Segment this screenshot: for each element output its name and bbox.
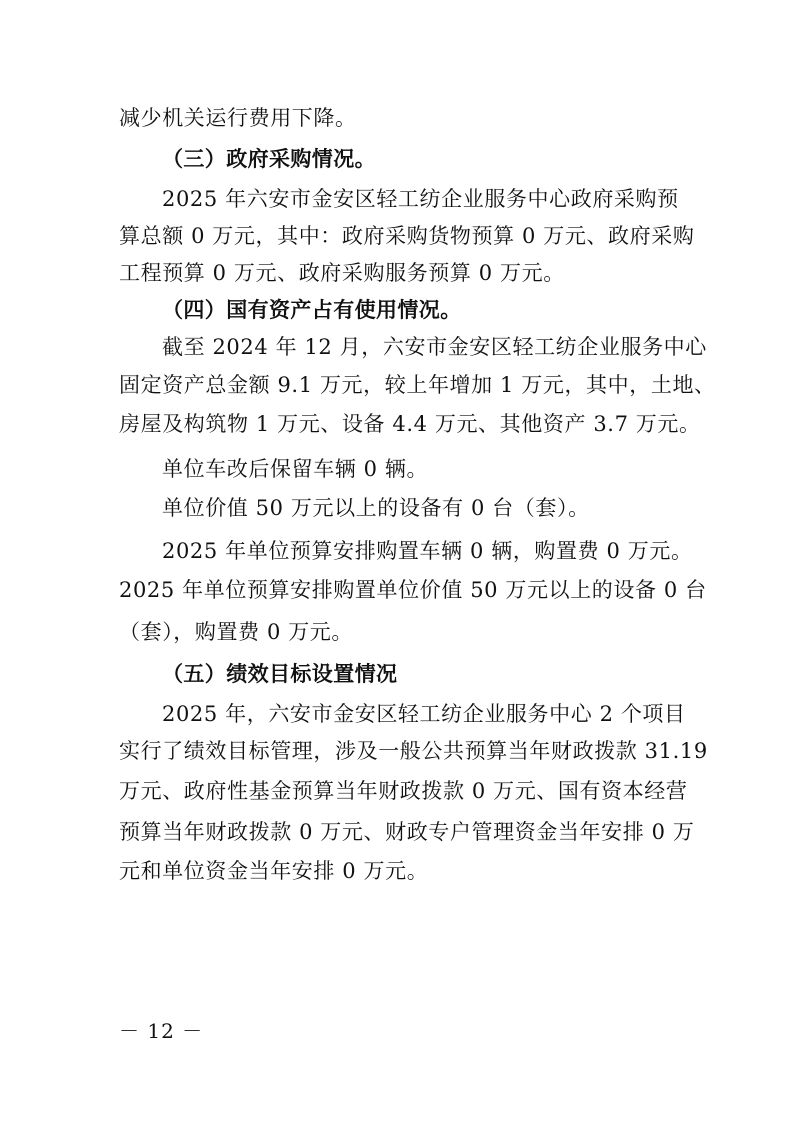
- paragraph-line: 2025 年单位预算安排购置车辆 0 辆，购置费 0 万元。: [162, 539, 693, 563]
- paragraph-line: （套），购置费 0 万元。: [119, 620, 354, 644]
- paragraph-line: 实行了绩效目标管理，涉及一般公共预算当年财政拨款 31.19: [119, 739, 708, 763]
- paragraph-line: 单位车改后保留车辆 0 辆。: [162, 457, 429, 481]
- paragraph-line: 截至 2024 年 12 月，六安市金安区轻工纺企业服务中心: [162, 335, 707, 359]
- paragraph-line: 固定资产总金额 9.1 万元，较上年增加 1 万元，其中，土地、: [119, 373, 716, 397]
- section-heading-performance: （五）绩效目标设置情况: [162, 662, 398, 686]
- section-heading-procurement: （三）政府采购情况。: [162, 147, 376, 171]
- paragraph-line: 算总额 0 万元，其中：政府采购货物预算 0 万元、政府采购: [119, 224, 695, 248]
- paragraph-line: 万元、政府性基金预算当年财政拨款 0 万元、国有资本经营: [119, 779, 688, 803]
- page-number: － 12 －: [119, 1019, 204, 1043]
- section-heading-assets: （四）国有资产占有使用情况。: [162, 298, 462, 322]
- paragraph-line: 减少机关运行费用下降。: [119, 106, 357, 130]
- paragraph-line: 单位价值 50 万元以上的设备有 0 台（套）。: [162, 496, 590, 520]
- paragraph-line: 2025 年单位预算安排购置单位价值 50 万元以上的设备 0 台: [119, 578, 707, 602]
- paragraph-line: 预算当年财政拨款 0 万元、财政专户管理资金当年安排 0 万: [119, 820, 695, 844]
- paragraph-line: 房屋及构筑物 1 万元、设备 4.4 万元、其他资产 3.7 万元。: [119, 412, 701, 436]
- paragraph-line: 2025 年六安市金安区轻工纺企业服务中心政府采购预: [162, 187, 679, 211]
- paragraph-line: 元和单位资金当年安排 0 万元。: [119, 859, 429, 883]
- paragraph-line: 工程预算 0 万元、政府采购服务预算 0 万元。: [119, 261, 565, 285]
- paragraph-line: 2025 年，六安市金安区轻工纺企业服务中心 2 个项目: [162, 702, 686, 726]
